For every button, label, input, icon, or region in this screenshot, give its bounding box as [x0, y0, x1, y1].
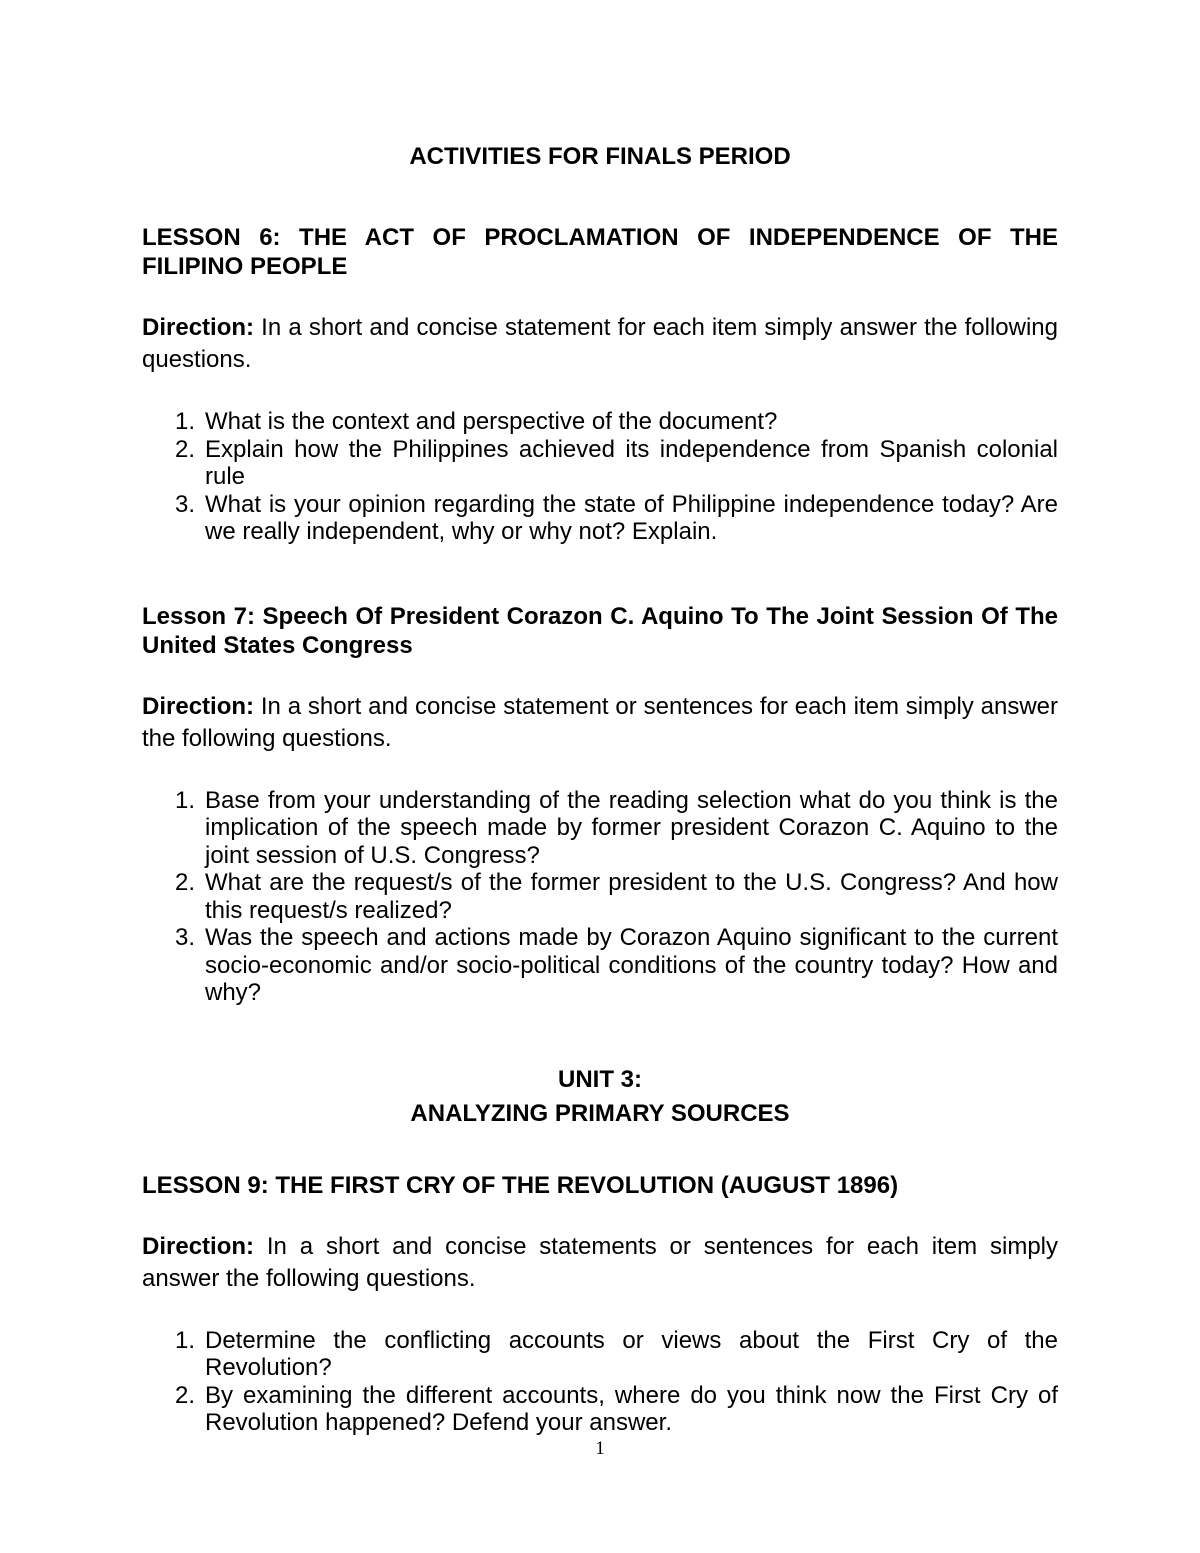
lesson-6-questions	[142, 408, 1058, 546]
question-item	[142, 924, 1058, 1007]
lesson-9-section	[142, 1171, 1058, 1437]
direction-label: Direction:	[142, 1232, 255, 1260]
direction-text: In a short and concise statement for each item simply answer the following questions.	[142, 314, 1058, 373]
lesson-7-heading: Lesson 7: Speech Of President Corazon C. Aquino To The Joint Session Of The United States Congress	[142, 602, 1058, 659]
unit-3-title-block	[142, 1063, 1058, 1131]
question-number: 2.	[175, 869, 196, 896]
unit-3-label: UNIT 3:	[558, 1065, 642, 1093]
page-content	[142, 142, 1058, 1437]
unit-3-title: ANALYZING PRIMARY SOURCES	[410, 1099, 790, 1127]
lesson-6-heading: LESSON 6: THE ACT OF PROCLAMATION OF INDEPENDENCE OF THE FILIPINO PEOPLE	[142, 224, 1058, 280]
question-number: 3.	[175, 490, 196, 518]
question-item	[142, 491, 1058, 546]
lesson-9-heading: LESSON 9: THE FIRST CRY OF THE REVOLUTION (AUGUST 1896)	[142, 1171, 899, 1199]
question-text: What are the request/s of the former president to the U.S. Congress? And how this request/s realized?	[205, 869, 1058, 924]
direction-label: Direction:	[142, 692, 255, 720]
direction-label: Direction:	[142, 314, 255, 341]
direction-text: In a short and concise statements or sentences for each item simply answer the following questions.	[142, 1232, 1058, 1292]
lesson-9-direction	[142, 1231, 1058, 1295]
question-item	[142, 408, 1058, 436]
lesson-6-direction	[142, 312, 1058, 376]
question-text: What is your opinion regarding the state of Philippine independence today? Are we really independent, why or why not? Explain.	[205, 490, 1058, 545]
lesson-7-section	[142, 602, 1058, 1007]
question-number: 2.	[175, 435, 196, 463]
question-text: Determine the conflicting accounts or views about the First Cry of the Revolution?	[205, 1326, 1058, 1381]
page-number: 1	[595, 1438, 605, 1459]
question-text: Was the speech and actions made by Corazon Aquino significant to the current socio-economic and/or socio-political conditions of the country today? How and why?	[205, 924, 1058, 1006]
question-text: Explain how the Philippines achieved its independence from Spanish colonial rule	[205, 435, 1058, 490]
direction-text: In a short and concise statement or sentences for each item simply answer the following questions.	[142, 692, 1058, 752]
question-item	[142, 1382, 1058, 1437]
question-number: 1.	[175, 1326, 196, 1354]
question-text: What is the context and perspective of the document?	[205, 408, 778, 435]
section-spacer	[142, 546, 1058, 602]
question-item	[142, 436, 1058, 491]
lesson-6-section	[142, 223, 1058, 546]
lesson-7-questions	[142, 787, 1058, 1007]
question-item	[142, 1327, 1058, 1382]
question-number: 1.	[175, 786, 196, 814]
lesson-7-direction	[142, 691, 1058, 755]
question-item	[142, 787, 1058, 870]
question-text: By examining the different accounts, where do you think now the First Cry of Revolution happened? Defend your answer.	[205, 1381, 1058, 1436]
question-number: 1.	[175, 408, 196, 435]
lesson-9-questions	[142, 1327, 1058, 1437]
question-number: 2.	[175, 1381, 196, 1409]
question-text: Base from your understanding of the reading selection what do you think is the implication of the speech made by former president Corazon C. Aquino to the joint session of U.S. Congress?	[205, 786, 1058, 869]
document-title: ACTIVITIES FOR FINALS PERIOD	[409, 143, 791, 170]
question-item	[142, 869, 1058, 924]
section-spacer	[142, 1007, 1058, 1063]
question-number: 3.	[175, 924, 196, 951]
